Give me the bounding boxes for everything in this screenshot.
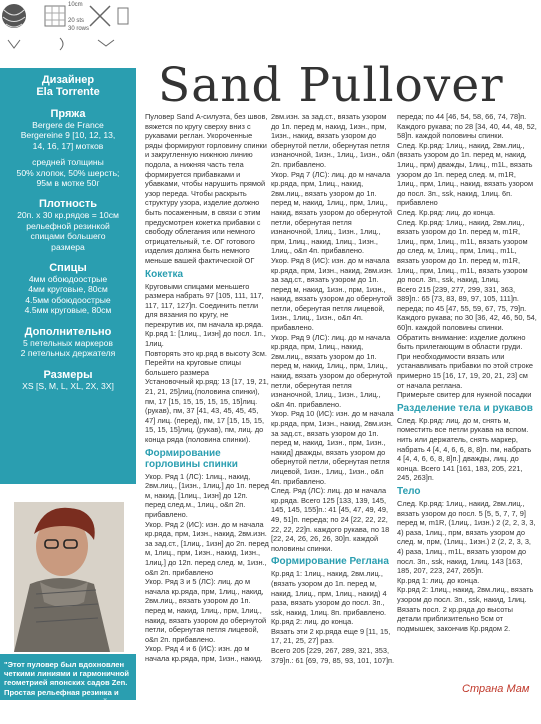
gauge-rows-label: 30 rows (68, 26, 90, 32)
sizes-heading: Размеры (43, 368, 93, 381)
section-heading-yoke: Кокетка (145, 268, 184, 280)
column-1 (145, 112, 269, 700)
notions-line: 2 петельных держателя (20, 348, 116, 359)
designer-quote: "Этот пуловер был вдохновлен четкими линиями и гармоничной геометрией японских садов Zen. Простая рельефная резинка и множество мелких деталей дизайна сделают ваше вязание увлекательным. " (4, 660, 130, 724)
yoke-text: Круговыми спицами меньшего размера набрать 97 [105, 111, 117, 117, 117, 127]п. Соединить петли для вязания по кругу, не перекрутив их, пм начала кр.ряда. Кр.ряд 1: [1лиц., 1изн] до посл. 1п., 1лиц. Повторять это кр.ряд в высоту 3см. Перейти на круговые спицы большего размера Установочный кр.ряд: 13 [17, 19, 21, 21, 21, 25]лиц.(половина спинки), пм, 17 [15, 15, 15, 15, 15, 15]лиц. (рукав), пм, 37 [41, 43, 45, 45, 45, 47] лиц. (перед), пм, 17 [15, 15, 15, 15, 15, 15]лиц. (рукав), пм, лиц. до конца ряда (половина спинки). (145, 281, 269, 444)
column-3 (397, 112, 537, 682)
notions-line: 5 петельных маркеров (23, 337, 113, 348)
section-heading-split: Разделение тела и рукавов (397, 402, 533, 414)
body-text: След. Кр.ряд: 1лиц., накид, 2вм.лиц., вязать узором до посл. 5 [5, 5, 7, 7, 9] перед м, m1R, (1лиц., 1изн.) 2 (2, 2, 3, 3, 4) раза, 1лиц., прм, вязать узором до след. м, прм, (1лиц., 1изн.) 2 (2, 2, 3, 3, 4) раза, 1лиц., m1L, вязать узором до посл. 3п., ssk, накид, 1лиц. 143 [163, 185, 207, 223, 247, 265]п. Кр.ряд 1: лиц. до конца. Кр.ряд 2: 1лиц., накид, 2вм.лиц., вязать узором до посл. 3п., ssk, накид, 1лиц. Вязать посл. 2 кр.ряда до высоты детали приблизительно 5см от подмышек, закончив Кр.рядом 2. (397, 498, 536, 633)
section-heading-body: Тело (397, 485, 421, 497)
short-rows-text: 2вм.изн. за зад.ст., вязать узором до 1п. перед м, накид, 1изн., прм, 1изн., накид, вязать узором до обернутой петли, обернутая петля изнаночной, 1изн., 1лиц., 1изн., о&п 2п. прибавлено. Укор. Ряд 7 (ЛС): лиц. до м начала кр.ряда, прм, 1лиц., накид, 2вм.лиц., вязать узором до 1п. перед м, накид, 1лиц., прм, 1лиц., накид, вязать узором до обернутой петли, обернутая петля изнаночной, 1лиц., 1изн., 1лиц., прм, 1лиц., накид, 1лиц., 1изн., 1лиц., о&п 4п. прибавлено. Укор. Ряд 8 (ИС): изн. до м начала кр.ряда, прм, 1изн., накид, 2вм.изн. за зад.ст., вязать узором до 1п. перед м, накид, 1изн., прм, 1изн., накид, вязать узором до обернутой петли, обернутая петля лицевой, 1изн., 1лиц., 1изн., о&п 4п. прибавлено. Укор. Ряд 9 (ЛС): лиц. до м начала кр.ряда, прм, 1лиц., накид, 2вм.лиц., вязать узором до 1п. перед м, накид, 1лиц., прм, 1лиц., накид, вязать узором до обернутой петли, обернутая петля изнаночной, 1лиц., 1изн., 1лиц., о&п 4п. прибавлено. Укор. Ряд 10 (ИС): изн. до м начала кр.ряда, прм, 1изн., накид, 2вм.изн. за зад.ст., вязать узором до 1п. перед м, накид, 1изн., прм, 1изн., накид] дважды, вязать узором до обернутой петли, обернутая петля лицевой, 1изн., 1лиц., 1изн., о&п 4п. прибавлено. След. Ряд (ЛС): лиц. до м начала кр.ряда. Всего 125 [133, 139, 145, 145, 145, 155]п.: 41 [45, 47, 49, 49, 49, 51]п. переда; по 24 [22, 22, 22, 22, 22, 22]п. каждого рукава, по 18 [22, 24, 26, 26, 26, 30]п. каждой половины спинки. (271, 112, 395, 553)
gauge-icons (0, 0, 136, 68)
needles-line: 4мм круговые, 80см (28, 284, 108, 295)
raglan-text: Кр.ряд 1: 1лиц., накид, 2вм.лиц., (вязать узором до 1п. перед м, накид, 1лиц., прм, 1лиц., накид) 4 раза, вязать узором до посл. 3п., ssk, накид, 1лиц. 8п. прибавлено. Кр.ряд 2: лиц. до конца. Вязать эти 2 кр.ряда еще 9 [11, 15, 17, 21, 25, 27] раз. Всего 205 [229, 267, 289, 321, 353, 379]п.: 61 [69, 79, 85, 93, 101, 107]п. (271, 569, 395, 665)
designer-heading: Дизайнер (41, 74, 95, 86)
needles-line: 4.5мм круговые, 80см (24, 305, 112, 316)
gauge-line: спицами большего (30, 231, 106, 242)
needles-line: 4мм обоюдоострые (28, 274, 108, 285)
gauge-sts-label: 20 sts (68, 18, 85, 24)
column-2 (271, 112, 395, 700)
yarn-heading: Пряжа (50, 108, 86, 120)
gauge-line: рельефной резинкой (26, 220, 110, 231)
gauge-line: 20п. х 30 кр.рядов = 10см (17, 210, 119, 221)
sidebar (0, 0, 136, 724)
intro-text: Пуловер Sand А-силуэта, без швов, вяжется по кругу сверху вниз с рукавами реглан. Укороченные ряды формируют горловину спинки и закругленную нижнюю линию подола, а нижняя часть тела формируется прибавками и убавками, чтобы нарушить прямой узор переда. Чтобы раскрыть структуру узора, изделие должно быть посаженным, в связи с этим предусмотрен кокетка прибавки с свободу облегания или немного отрицательный, т.е. ОГ готового изделия должна быть немного меньше вашей фактической ОГ (145, 112, 268, 265)
designer-photo (0, 484, 136, 654)
back-neck-text: Укор. Ряд 1 (ЛС): 1лиц., накид, 2вм.лиц., [1изн., 1лиц.] до 1п. перед м, накид, [1лиц., 1изн] до 12п. перед след.м., 1лиц., о&п 2п. прибавлено. Укор. Ряд 2 (ИС): изн. до м начала кр.ряда, прм, 1изн., накид, 2вм.изн. за зад.ст., [1лиц., 1изн] до 2п. перед м, 1лиц., прм, 1изн., накид, 1изн., 1лиц.] до 12п. перед след. м, 1изн., о&п 2п. прибавлено Укор. Ряд 3 и 5 (ЛС): лиц. до м начала кр.ряда, прм, 1лиц., накид, 2вм.лиц., вязать узором до 1п. перед м, накид, 1лиц., прм, 1лиц., накид, вязать узором до обернутой петли, обернутая петля лицевой, о&п 2п. прибавлено. Укор. Ряд 4 и 6 (ИС): изн. до м начала кр.ряда, прм, 1изн., накид. (145, 471, 269, 663)
details-panel (0, 68, 136, 484)
sizes-line: XS [S, M, L, XL, 2X, 3X] (22, 380, 114, 391)
gauge-10cm-label: 10cm (68, 2, 83, 8)
yarn-line: 50% хлопок, 50% шерсть; (16, 167, 120, 178)
needles-heading: Спицы (49, 262, 87, 275)
needles-line: 4.5мм обоюдоострые (25, 294, 111, 305)
yarn-line: Bergere de France (32, 120, 104, 130)
section-heading-back-neck: Формирование горловины спинки (145, 447, 238, 470)
yarn-line: средней толщины (32, 157, 104, 168)
designer-portrait (0, 484, 136, 654)
split-text: След. Кр.ряд: лиц. до м, снять м, поместить все петли рукава на вспом. нить или держатель, снять маркер, набрать 4 [4, 4, 6, 6, 8, 8]п. пм, набрать 4 [4, 4, 6, 6, 8, 8]п.] дважды, лиц. до конца. Всего 141 [161, 183, 205, 221, 245, 263]п. (397, 415, 532, 483)
gauge-heading: Плотность (38, 198, 98, 211)
designer-name: Ela Torrente (36, 86, 100, 98)
site-watermark: Страна Мам (462, 683, 530, 695)
raglan-continued-text: переда; по 44 [46, 54, 58, 66, 74, 78]п. Каждого рукава; по 28 [34, 40, 44, 48, 52, 58]п. каждой половины спинки. След. Кр.ряд: 1лиц., накид, 2вм.лиц., (вязать узором до 1п. перед м, накид, 1лиц., прм) дважды, 1лиц., m1L, вязать узором до 1п. перед след. м, m1R, 1лиц., прм, 1лиц., накид, вязать узором до посл. 3п., ssk, накид, 1лиц. 6п. прибавлено След. Кр.ряд: лиц. до конца. След. Кр.ряд: 1лиц., накид, 2вм.лиц., вязать узором до 1п. перед м, m1R, 1лиц., прм, 1лиц., m1L, вязать узором до след. м, 1лиц., прм, 1лиц., m1L, вязать узором до 1п. перед м, m1R, 1лиц., прм, 1лиц., m1L, вязать узором до посл. 3п., ssk, накид, 1лиц. Всего 215 [239, 277, 299, 331, 363, 389]п.: 65 [73, 83, 89, 97, 105, 111]п. переда; по 45 [47, 55, 59, 67, 75, 79]п. Каждого рукава; по 30 [36, 42, 46, 50, 54, 60]п. каждой половины спинки. Обратить внимание: изделие должно быть прилегающим в области груди. При необходимости вязать или устанавливать прибавки по этой строке примерно 15 [16, 17, 19, 20, 21, 23] см от начала реглана. Примерьте свитер для нужной посадки (397, 112, 537, 400)
notions-heading: Дополнительно (24, 325, 112, 338)
section-heading-raglan: Формирование Реглана (271, 556, 389, 568)
pattern-title: Sand Pullover (158, 58, 504, 113)
gauge-icons-graphic (0, 0, 136, 68)
yarn-line: Bergereine 9 [10, 12, 13, (20, 130, 116, 141)
gauge-line: размера (51, 241, 85, 252)
yarn-line: 95м в мотке 50г (36, 178, 100, 189)
yarn-line: 14, 16, 17] мотков (32, 140, 104, 151)
